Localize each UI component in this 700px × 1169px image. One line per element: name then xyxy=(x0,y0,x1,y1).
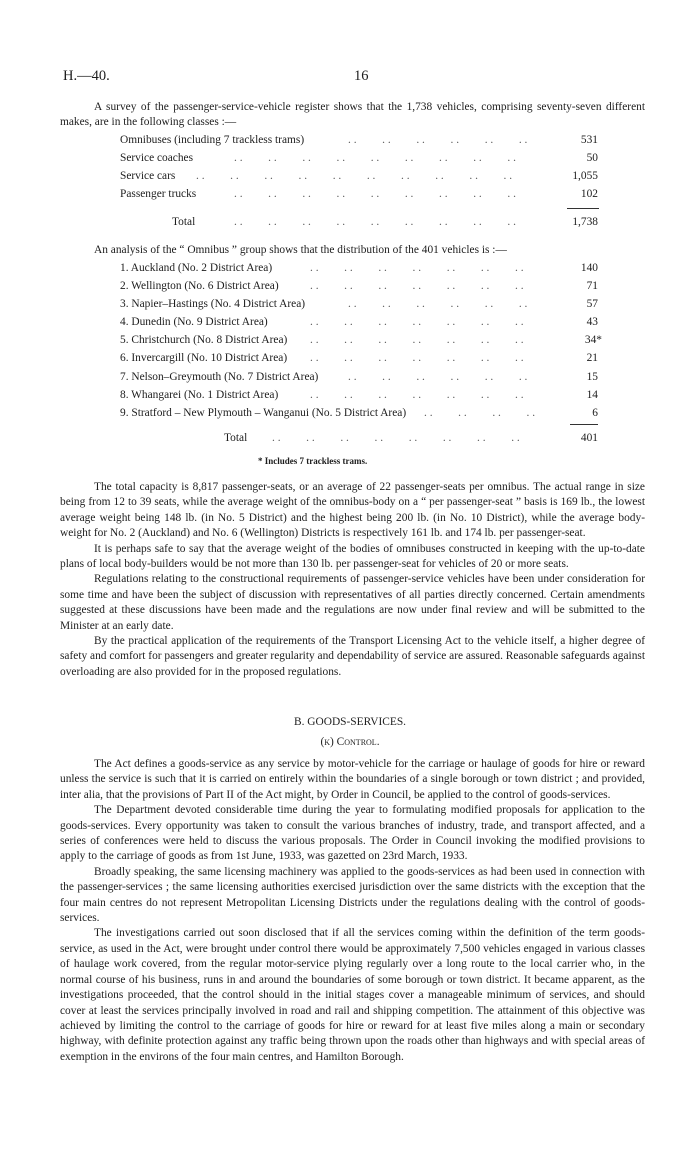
intro-paragraph xyxy=(60,100,645,131)
dot-leader: . . . . . . . . . . . . . . . . . . xyxy=(234,152,516,165)
table-row xyxy=(120,386,600,404)
district-label: 6. Invercargill (No. 10 District Area) xyxy=(120,352,288,365)
table-row xyxy=(120,277,600,295)
dot-leader: . . . . . . . . . . . . . . . . . . . . xyxy=(196,170,513,183)
paragraph: It is perhaps safe to say that the average weight of the bodies of omnibuses constructed in keeping with the up-to-date plans of local body-builders would be not more than 130 lb. per passenger-seat for vehicles of 20 or more seats. xyxy=(60,542,645,571)
district-label: 2. Wellington (No. 6 District Area) xyxy=(120,280,279,293)
district-label: 3. Napier–Hastings (No. 4 District Area) xyxy=(120,298,306,311)
total-label: Total xyxy=(224,432,248,444)
dot-leader: . . . . . . . . . . . . . . xyxy=(310,316,524,329)
paragraph: The Department devoted considerable time during the year to formulating modified proposals for application to the goods-services. Every opportunity was taken to consult the various branches of industry, trade, and transport affected, and a series of conferences were held to discuss the various proposals. The Order in Council invoking the modified provisions to apply to the carriage of goods as from 1st June, 1933, was gazetted on 23rd March, 1933. xyxy=(60,804,645,863)
table-row xyxy=(120,313,600,331)
district-value: 14 xyxy=(586,388,598,401)
table-row xyxy=(120,149,600,167)
class-label: Passenger trucks xyxy=(120,188,197,201)
class-label: Service coaches xyxy=(120,152,194,165)
district-value: 71 xyxy=(586,280,598,293)
paragraph: Regulations relating to the constructional requirements of passenger-service vehicles have been under consideration for some time and have been the subject of discussion with representatives of all parties directly concerned. Certain amendments suggested at these discussions have been made and the regulations are now under final review and will be submitted to the Minister at an early date. xyxy=(60,573,645,632)
districts-table xyxy=(120,259,600,422)
vehicle-classes-table xyxy=(120,131,600,203)
districts-total-row xyxy=(120,429,600,447)
class-value: 102 xyxy=(580,188,598,201)
sum-rule xyxy=(570,424,598,425)
dot-leader: . . . . . . . . xyxy=(424,406,536,419)
dot-leader: . . . . . . . . . . . . . . . . xyxy=(272,432,520,444)
dot-leader: . . . . . . . . . . . . xyxy=(348,134,528,146)
total-label: Total xyxy=(172,216,196,228)
total-value: 401 xyxy=(580,432,598,444)
table-row xyxy=(120,331,600,349)
district-label: 7. Nelson–Greymouth (No. 7 District Area) xyxy=(120,370,319,383)
class-label: Omnibuses (including 7 trackless trams) xyxy=(120,134,305,146)
dot-leader: . . . . . . . . . . . . xyxy=(348,370,528,383)
dot-leader: . . . . . . . . . . . . . . . . . . xyxy=(234,216,516,228)
district-value: 57 xyxy=(586,298,598,311)
sum-rule xyxy=(567,208,599,209)
district-value: 34* xyxy=(584,334,602,347)
table-row xyxy=(120,213,600,231)
dot-leader: . . . . . . . . . . . . . . xyxy=(310,388,524,401)
capacity-section xyxy=(60,480,645,680)
dot-leader: . . . . . . . . . . . . . . xyxy=(310,262,524,274)
table-row xyxy=(120,349,600,367)
subsection-heading: (k) Control. xyxy=(320,736,380,748)
class-value: 531 xyxy=(580,134,598,146)
district-label: 4. Dunedin (No. 9 District Area) xyxy=(120,316,268,329)
district-value: 6 xyxy=(592,406,598,419)
district-value: 21 xyxy=(586,352,598,365)
page-number: 16 xyxy=(354,68,369,84)
class-label: Service cars xyxy=(120,170,176,183)
district-value: 140 xyxy=(580,262,598,274)
section-heading: B. GOODS-SERVICES. xyxy=(293,716,407,728)
footnote: * Includes 7 trackless trams. xyxy=(258,456,368,466)
total-value: 1,738 xyxy=(572,216,598,228)
intro-text: A survey of the passenger-service-vehicle register shows that the 1,738 vehicles, comprising seventy-seven different makes, are in the following classes :— xyxy=(60,101,645,129)
omnibus-intro-text: An analysis of the “ Omnibus ” group shows that the distribution of the 401 vehicles is :— xyxy=(94,244,507,256)
class-value: 1,055 xyxy=(572,170,598,183)
report-code: H.—40. xyxy=(63,68,110,84)
goods-services-section xyxy=(60,757,645,1065)
classes-total-row xyxy=(120,213,600,231)
district-label: 9. Stratford – New Plymouth – Wanganui (No. 5 District Area) xyxy=(120,406,407,419)
paragraph: Broadly speaking, the same licensing machinery was applied to the goods-services as had been used in connection with the passenger-services ; the same licensing authorities exercised jurisdiction over the same districts with the exception that the four main centres do not represent Metropolitan Licensing Districts under the regulations dealing with the control of goods-services. xyxy=(60,865,645,925)
omnibus-intro-paragraph xyxy=(60,243,645,258)
table-row xyxy=(120,295,600,313)
table-row xyxy=(120,404,600,422)
dot-leader: . . . . . . . . . . . . . . xyxy=(310,352,524,365)
district-label: 1. Auckland (No. 2 District Area) xyxy=(120,262,273,274)
paragraph: By the practical application of the requirements of the Transport Licensing Act to the vehicle itself, a higher degree of safety and comfort for passengers and greater regularity and dependability of service are assured. Reasonable safeguards against overloading are also provided for in the proposed regulations. xyxy=(60,635,645,678)
paragraph: The investigations carried out soon disclosed that if all the services coming within the definition of the term goods-service, as used in the Act, were brought under control there would be approximately 7,500 vehicles engaged in various classes of haulage work covered, from the regular motor-service plying regularly over a long route to the local carrier who, in the normal course of his business, runs in and around the boundaries of some borough or town district. It became apparent, as the investigations proceeded, that the control should in the initial stages cover a manageable minimum of services, and should cover at least the services principally involved in road and rail and shipping competition. The attainment of this objective was achieved by limiting the control to the carriage of goods for hire or reward for at least five miles along a main or secondary highway, with definite protection against any traffic being thrown upon the roads other than highways and with special areas of exemption in the environs of the four main centres, and Hamilton Borough. xyxy=(60,927,645,1063)
dot-leader: . . . . . . . . . . . . . . xyxy=(310,280,524,293)
district-value: 15 xyxy=(586,370,598,383)
district-label: 8. Whangarei (No. 1 District Area) xyxy=(120,388,279,401)
table-row xyxy=(120,167,600,185)
table-row xyxy=(120,368,600,386)
class-value: 50 xyxy=(586,152,598,165)
table-row xyxy=(120,185,600,203)
table-row xyxy=(120,429,600,447)
table-row xyxy=(120,131,600,149)
paragraph: The total capacity is 8,817 passenger-seats, or an average of 22 passenger-seats per omnibus. The actual range in size being from 12 to 39 seats, while the average weight of the omnibus-body on a “ per passenger-seat ” basis is 169 lb., the lowest average weight being 148 lb. (in No. 5 District) and the highest being 200 lb. (in No. 10 District), while the average body-weight for No. 2 (Auckland) and No. 6 (Wellington) Districts is respectively 161 lb. and 174 lb. per passenger-seat. xyxy=(60,481,645,540)
dot-leader: . . . . . . . . . . . . . . xyxy=(310,334,524,347)
dot-leader: . . . . . . . . . . . . . . . . . . xyxy=(234,188,516,201)
paragraph: The Act defines a goods-service as any service by motor-vehicle for the carriage or haulage of goods for hire or reward unless the service is such that it is carried on entirely within the boundaries of a single borough or town district ; and provided, inter alia, that the provisions of Part II of the Act might, by Order in Council, be applied to the control of goods-services. xyxy=(60,758,645,801)
district-value: 43 xyxy=(586,316,598,329)
table-row xyxy=(120,259,600,277)
dot-leader: . . . . . . . . . . . . xyxy=(348,298,528,311)
district-label: 5. Christchurch (No. 8 District Area) xyxy=(120,334,288,347)
